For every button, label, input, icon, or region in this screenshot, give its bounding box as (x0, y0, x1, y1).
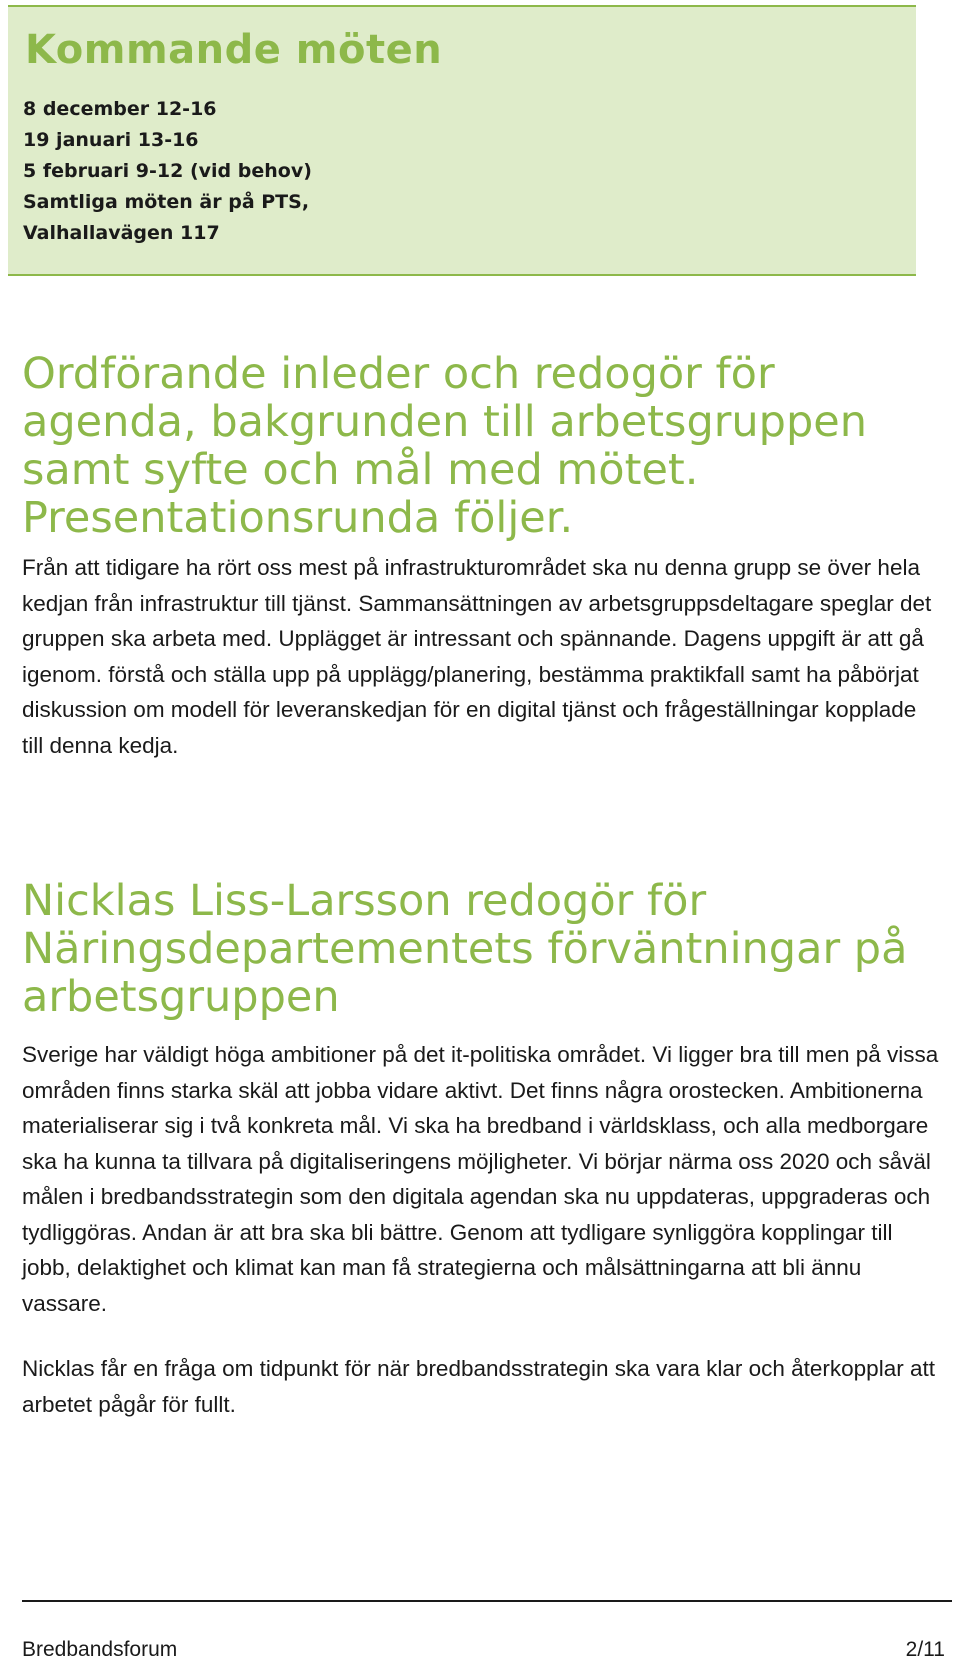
meeting-item: 5 februari 9-12 (vid behov) (23, 160, 312, 182)
meeting-address-line: Valhallavägen 117 (23, 222, 220, 244)
section-paragraph: Från att tidigare ha rört oss mest på infrastrukturområdet ska nu denna grupp se över hela kedjan från infrastruktur till tjänst. Sammansättningen av arbetsgruppsdeltagare speglar det gruppen ska arbeta med. Upplägget är intressant och spännande. Dagens uppgift är att gå igenom. förstå och ställa upp på upplägg/planering, bestämma praktikfall samt ha påbörjat diskussion om modell för leveranskedjan för en digital tjänst och frågeställningar kopplade till denna kedja. (22, 555, 932, 758)
section-opening (22, 350, 942, 763)
section-ministry-expectations (22, 877, 942, 1422)
section-heading: Nicklas Liss-Larsson redogör för Näringsdepartementets förväntningar på arbetsgruppen (22, 876, 908, 1022)
page-number: 2/11 (905, 1638, 945, 1661)
section-paragraph: Sverige har väldigt höga ambitioner på det it-politiska området. Vi ligger bra till men på vissa områden finns starka skäl att jobba vidare aktivt. Det finns några orostecken. Ambitionerna materialiserar sig i två konkreta mål. Vi ska ha bredband i världsklass, och alla medborgare ska ha kunna ta tillvara på digitaliseringens möjligheter. Vi börjar närma oss 2020 och såväl målen i bredbandsstrategin som den digitala agendan ska nu uppdateras, uppgraderas och tydliggöras. Andan är att bra ska bli bättre. Genom att tydligare synliggöra kopplingar till jobb, delaktighet och klimat kan man få strategierna och målsättningarna att bli ännu vassare. (22, 1042, 939, 1316)
section-heading: Ordförande inleder och redogör för agenda, bakgrunden till arbetsgruppen samt syfte och mål med mötet. Presentationsrunda följer. (22, 349, 867, 543)
footer-divider (22, 1600, 952, 1602)
meeting-item: 19 januari 13-16 (23, 129, 199, 151)
meeting-list (23, 94, 312, 249)
section-paragraph: Nicklas får en fråga om tidpunkt för när bredbandsstrategin ska vara klar och återkopplar att arbetet pågår för fullt. (22, 1356, 935, 1417)
meeting-location-line: Samtliga möten är på PTS, (23, 191, 310, 213)
upcoming-meetings-box (8, 5, 916, 276)
meeting-item: 8 december 12-16 (23, 98, 217, 120)
upcoming-meetings-title: Kommande möten (25, 27, 443, 73)
footer-organization: Bredbandsforum (22, 1638, 178, 1661)
